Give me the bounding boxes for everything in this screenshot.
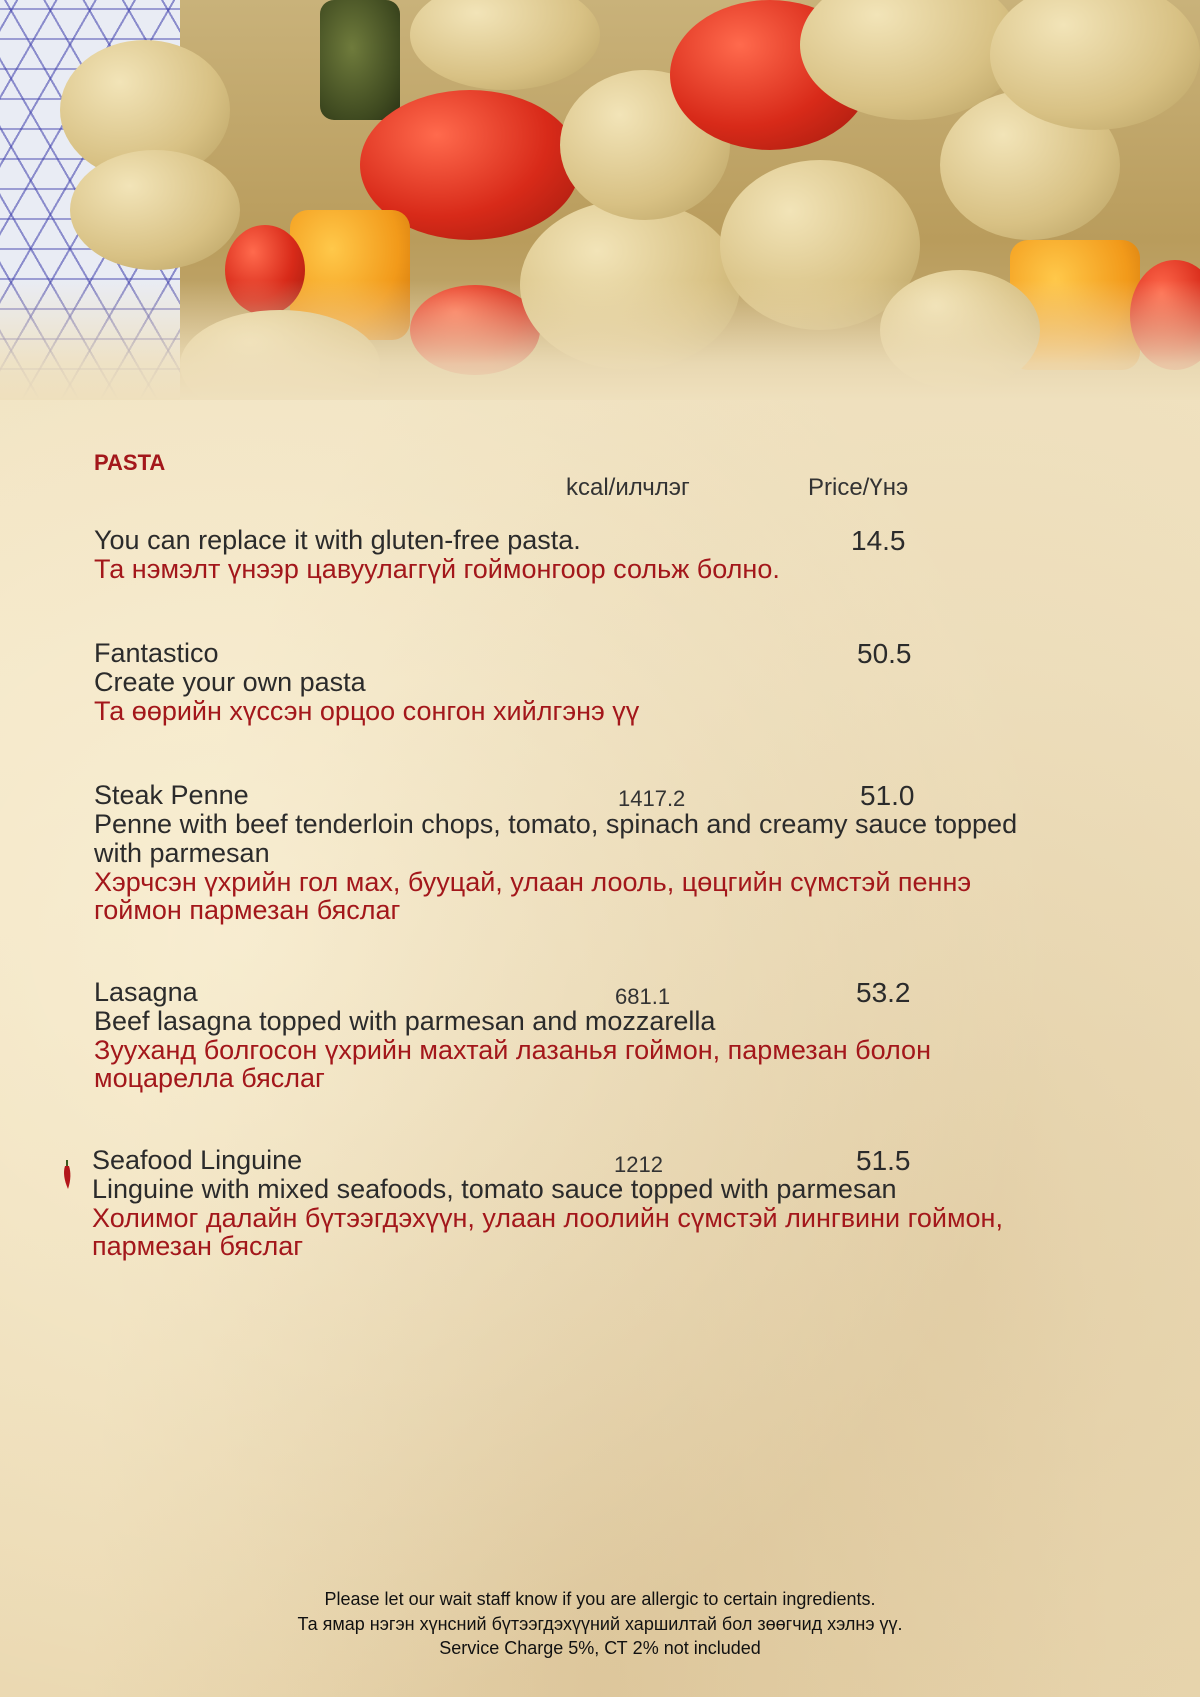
item-description-en: Penne with beef tenderloin chops, tomato, spinach and creamy sauce topped: [94, 809, 1018, 839]
item-description-mn: Зууханд болгосон үхрийн махтай лазанья гоймон, пармезан болон: [94, 1035, 931, 1065]
item-description-en: Linguine with mixed seafoods, tomato sauce topped with parmesan: [92, 1174, 897, 1204]
item-name: Steak Penne: [94, 780, 249, 810]
chili-pepper-icon: [62, 1160, 72, 1190]
item-description-en: Create your own pasta: [94, 667, 366, 697]
item-kcal: 1417.2: [618, 786, 686, 811]
item-description-mn: Хэрчсэн үхрийн гол мах, бууцай, улаан лооль, цөцгийн сүмстэй пеннэ: [94, 867, 972, 897]
item-description-mn: Та өөрийн хүссэн орцоо сонгон хийлгэнэ үү: [94, 696, 640, 726]
item-description-mn-cont: моцарелла бяслаг: [94, 1063, 325, 1093]
item-description-mn-cont: пармезан бяслаг: [92, 1231, 304, 1261]
gluten-free-price: 14.5: [851, 525, 906, 556]
item-kcal: 1212: [614, 1152, 663, 1177]
item-price: 50.5: [857, 638, 912, 669]
price-column-header: Price/Үнэ: [808, 474, 909, 501]
item-description-en: Beef lasagna topped with parmesan and mozzarella: [94, 1006, 716, 1036]
allergy-notice: Please let our wait staff know if you are allergic to certain ingredients.: [324, 1589, 876, 1609]
item-name: Seafood Linguine: [92, 1145, 303, 1175]
item-price: 53.2: [856, 977, 911, 1008]
allergy-notice-mn: Та ямар нэгэн хүнсний бүтээгдэхүүний харшилтай бол зөөгчид хэлнэ үү.: [297, 1614, 903, 1634]
item-kcal: 681.1: [615, 984, 671, 1009]
item-price: 51.0: [860, 780, 915, 811]
gluten-free-note-mn: Та нэмэлт үнээр цавуулаггүй гоймонгоор сольж болно.: [94, 554, 780, 584]
item-price: 51.5: [856, 1145, 911, 1176]
item-name: Fantastico: [94, 638, 219, 668]
item-name: Lasagna: [94, 977, 198, 1007]
item-description-mn-cont: гоймон пармезан бяслаг: [94, 895, 401, 925]
item-description-mn: Холимог далайн бүтээгдэхүүн, улаан лоолийн сүмстэй лингвини гоймон,: [92, 1203, 1003, 1233]
food-photo: [0, 0, 1200, 400]
item-description-en-cont: with parmesan: [94, 838, 270, 868]
kcal-column-header: kcal/илчлэг: [566, 474, 690, 501]
section-title: PASTA: [94, 450, 166, 475]
service-charge-notice: Service Charge 5%, СТ 2% not included: [439, 1638, 761, 1658]
gluten-free-note: You can replace it with gluten-free pasta.: [94, 525, 581, 555]
